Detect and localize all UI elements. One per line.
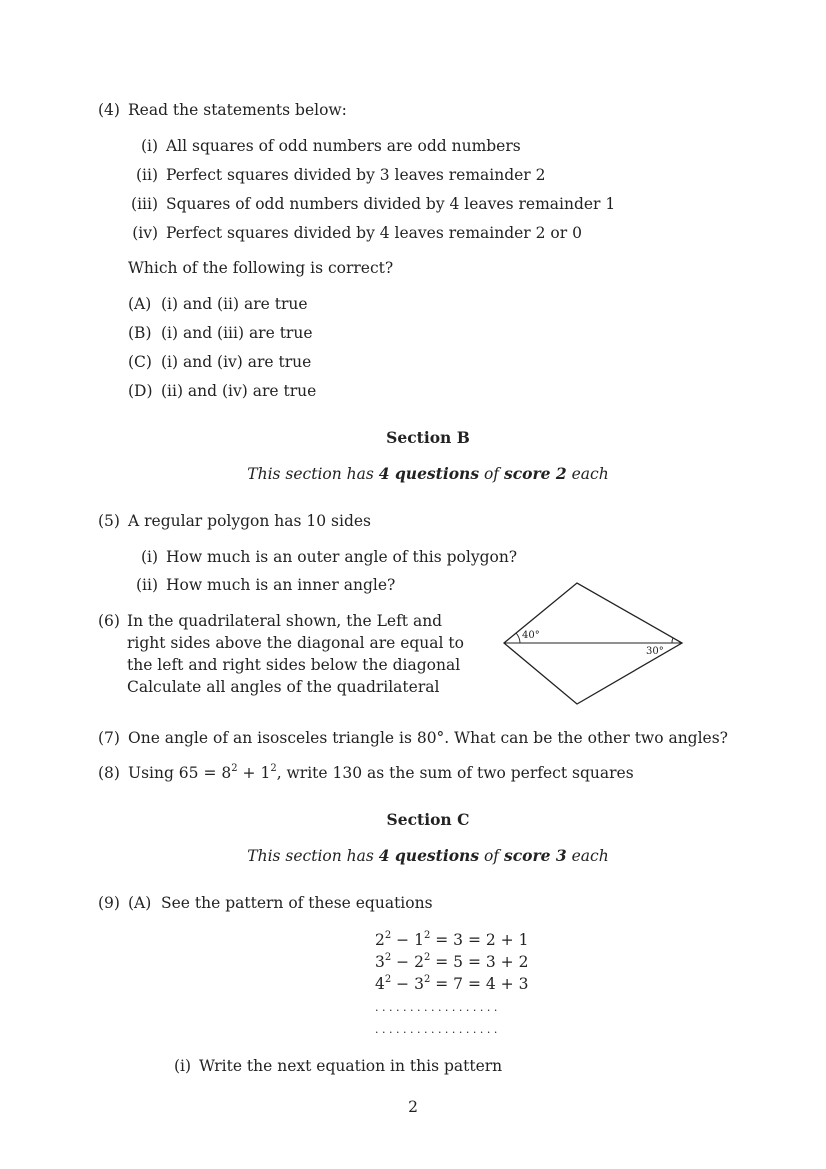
section-b-subtitle: This section has 4 questions of score 2 each — [247, 464, 609, 483]
section-b-title: Section B — [386, 428, 470, 447]
q6-line: right sides above the diagonal are equal to — [127, 634, 464, 652]
q4-option: (i) and (iii) are true — [161, 324, 313, 342]
section-c-subtitle: This section has 4 questions of score 3 each — [247, 846, 609, 865]
q4-option-label: (D) — [128, 382, 153, 400]
q9-part-text: Write the next equation in this pattern — [199, 1057, 503, 1075]
equation: $2^2 - 1^2 = 3 = 2 + 1$ — [375, 929, 529, 949]
q4-statement: Perfect squares divided by 3 leaves remainder 2 — [166, 166, 546, 184]
q4-statement: Squares of odd numbers divided by 4 leaves remainder 1 — [166, 195, 616, 213]
section-c-title: Section C — [386, 810, 470, 829]
q4-option: (i) and (ii) are true — [161, 295, 308, 313]
q4-option-label: (B) — [128, 324, 152, 342]
q4-option-label: (C) — [128, 353, 152, 371]
quadrilateral-diagram — [500, 578, 690, 708]
q4-number: (4) — [98, 101, 120, 119]
q5-part-label: (ii) — [135, 576, 158, 594]
q6-number: (6) — [98, 612, 120, 630]
q6-line: the left and right sides below the diagonal — [127, 656, 461, 674]
q6-line: In the quadrilateral shown, the Left and — [127, 612, 443, 630]
dots-line: . . . . . . . . . . . . . . . . . . — [375, 1001, 498, 1014]
q5-text: A regular polygon has 10 sides — [128, 512, 371, 530]
q4-statement-label: (i) — [140, 137, 158, 155]
q8-number: (8) — [98, 764, 120, 782]
left-angle-arc — [516, 633, 520, 643]
q5-part-label: (i) — [140, 548, 158, 566]
q4-statement-label: (iv) — [132, 224, 158, 242]
right-angle-label: 30° — [646, 646, 664, 657]
q7-number: (7) — [98, 729, 120, 747]
q9-text: See the pattern of these equations — [161, 894, 433, 912]
q9-label: (A) — [128, 894, 152, 912]
page-number: 2 — [408, 1098, 418, 1116]
q4-statement-label: (iii) — [131, 195, 158, 213]
q7-text: One angle of an isosceles triangle is 80°. What can be the other two angles? — [128, 729, 728, 747]
right-angle-arc — [672, 638, 673, 643]
q4-option: (i) and (iv) are true — [161, 353, 312, 371]
q4-statement: Perfect squares divided by 4 leaves remainder 2 or 0 — [166, 224, 582, 242]
q9-number: (9) — [98, 894, 120, 912]
q8-text: Using $65 = 8^2 + 1^2$, write 130 as the sum of two perfect squares — [128, 762, 634, 782]
q4-statement-label: (ii) — [135, 166, 158, 184]
q9-part-label: (i) — [174, 1057, 192, 1075]
q4-option: (ii) and (iv) are true — [161, 382, 317, 400]
q6-line: Calculate all angles of the quadrilateral — [127, 678, 440, 696]
q5-part: How much is an inner angle? — [166, 576, 396, 594]
q4-option-label: (A) — [128, 295, 152, 313]
equation: $4^2 - 3^2 = 7 = 4 + 3$ — [375, 973, 529, 993]
q5-number: (5) — [98, 512, 120, 530]
equation: $3^2 - 2^2 = 5 = 3 + 2$ — [375, 951, 529, 971]
left-angle-label: 40° — [522, 630, 540, 641]
dots-line: . . . . . . . . . . . . . . . . . . — [375, 1023, 498, 1036]
q4-question: Which of the following is correct? — [128, 259, 394, 277]
q4-prompt: Read the statements below: — [128, 101, 347, 119]
q4-statement: All squares of odd numbers are odd numbers — [166, 137, 521, 155]
q5-part: How much is an outer angle of this polygon? — [166, 548, 518, 566]
